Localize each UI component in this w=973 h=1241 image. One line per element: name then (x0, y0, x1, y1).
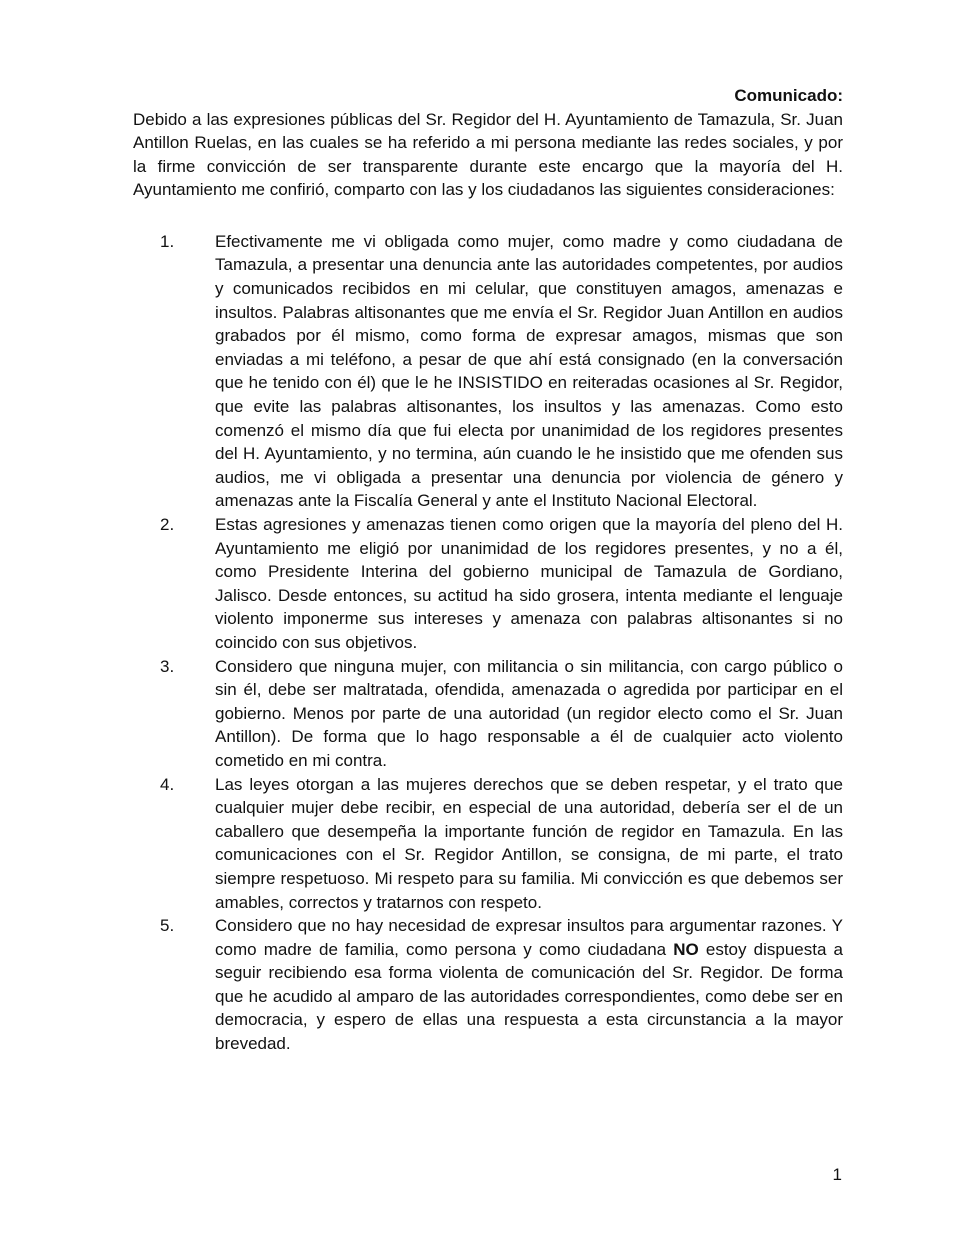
item-text-before: Considero que no hay necesidad de expresar insultos para argumentar razones. Y como madre de familia, como persona y como ciudadana (215, 916, 843, 959)
list-item (133, 513, 843, 655)
page-number: 1 (832, 1165, 842, 1184)
item-text: Considero que ninguna mujer, con militancia o sin militancia, con cargo público o sin él, debe ser maltratada, ofendida, amenazada o agredida por participar en el gobierno. Menos por parte de una autoridad (un regidor electo como el Sr. Juan Antillon). De forma que lo hago responsable a él de cualquier acto violento cometido en mi contra. (215, 656, 843, 770)
item-text: Estas agresiones y amenazas tienen como origen que la mayoría del pleno del H. Ayuntamiento me eligió por unanimidad de los regidores presentes, y no a él, como Presidente Interina del gobierno municipal de Tamazula de Gordiano, Jalisco. Desde entonces, su actitud ha sido grosera, intenta mediante el lenguaje violento imponerme sus intereses y amenaza con palabras altisonantes si no coincido con sus objetivos. (215, 515, 843, 652)
list-item (133, 773, 843, 915)
item-number: 5. (160, 916, 175, 936)
item-text: Las leyes otorgan a las mujeres derechos que se deben respetar, y el trato que cualquier mujer debe recibir, en especial de una autoridad, debería ser el de un caballero que desempeña la importante función de regidor en Tamazula. En las comunicaciones con el Sr. Regidor Antillon, se consigna, de mi parte, el trato siempre respetuoso. Mi respeto para su familia. Mi convicción es que debemos ser amables, correctos y tratarnos con respeto. (215, 774, 843, 912)
item-number: 3. (160, 656, 175, 676)
item-number: 1. (160, 231, 175, 251)
considerations-list (133, 230, 843, 1056)
item-text (215, 914, 843, 1056)
document-title: Comunicado: (734, 86, 843, 105)
item-text-after: estoy dispuesta a seguir recibiendo esa forma violenta de comunicación del Sr. Regidor. De forma que he acudido al amparo de las autoridades correspondientes, como debe ser en democracia, y espero de ellas una respuesta a esta circunstancia a la mayor brevedad. (215, 939, 843, 1054)
list-item (133, 655, 843, 773)
document-page (133, 84, 843, 1184)
item-text-emphasis: NO (673, 939, 699, 959)
list-item (133, 914, 843, 1056)
intro-paragraph: Debido a las expresiones públicas del Sr. Regidor del H. Ayuntamiento de Tamazula, Sr. Juan Antillon Ruelas, en las cuales se ha referido a mi persona mediante las redes sociales, y por la firme convicción de ser transparente durante este encargo que la mayoría del H. Ayuntamiento me confirió, comparto con las y los ciudadanos las siguientes consideraciones: (133, 109, 843, 200)
item-number: 4. (160, 774, 175, 794)
item-text: Efectivamente me vi obligada como mujer, como madre y como ciudadana de Tamazula, a presentar una denuncia ante las autoridades competentes, por audios y comunicados recibidos en mi celular, que constituyen amagos, amenazas e insultos. Palabras altisonantes que me envía el Sr. Regidor Juan Antillon en audios grabados por él mismo, como forma de expresar amagos, mismas que son enviadas a mi teléfono, a pesar de que ahí está consignado (en la conversación que he tenido con él) que le he INSISTIDO en reiteradas ocasiones al Sr. Regidor, que evite las palabras altisonantes, los insultos y las amenazas. Como esto comenzó el mismo día que fui electa por unanimidad de los regidores presentes del H. Ayuntamiento, y no termina, aún cuando le he insistido que me ofenden sus audios, me vi obligada a presentar una denuncia por violencia de género y amenazas ante la Fiscalía General y ante el Instituto Nacional Electoral. (215, 231, 843, 511)
item-number: 2. (160, 515, 175, 534)
list-item (133, 230, 843, 513)
